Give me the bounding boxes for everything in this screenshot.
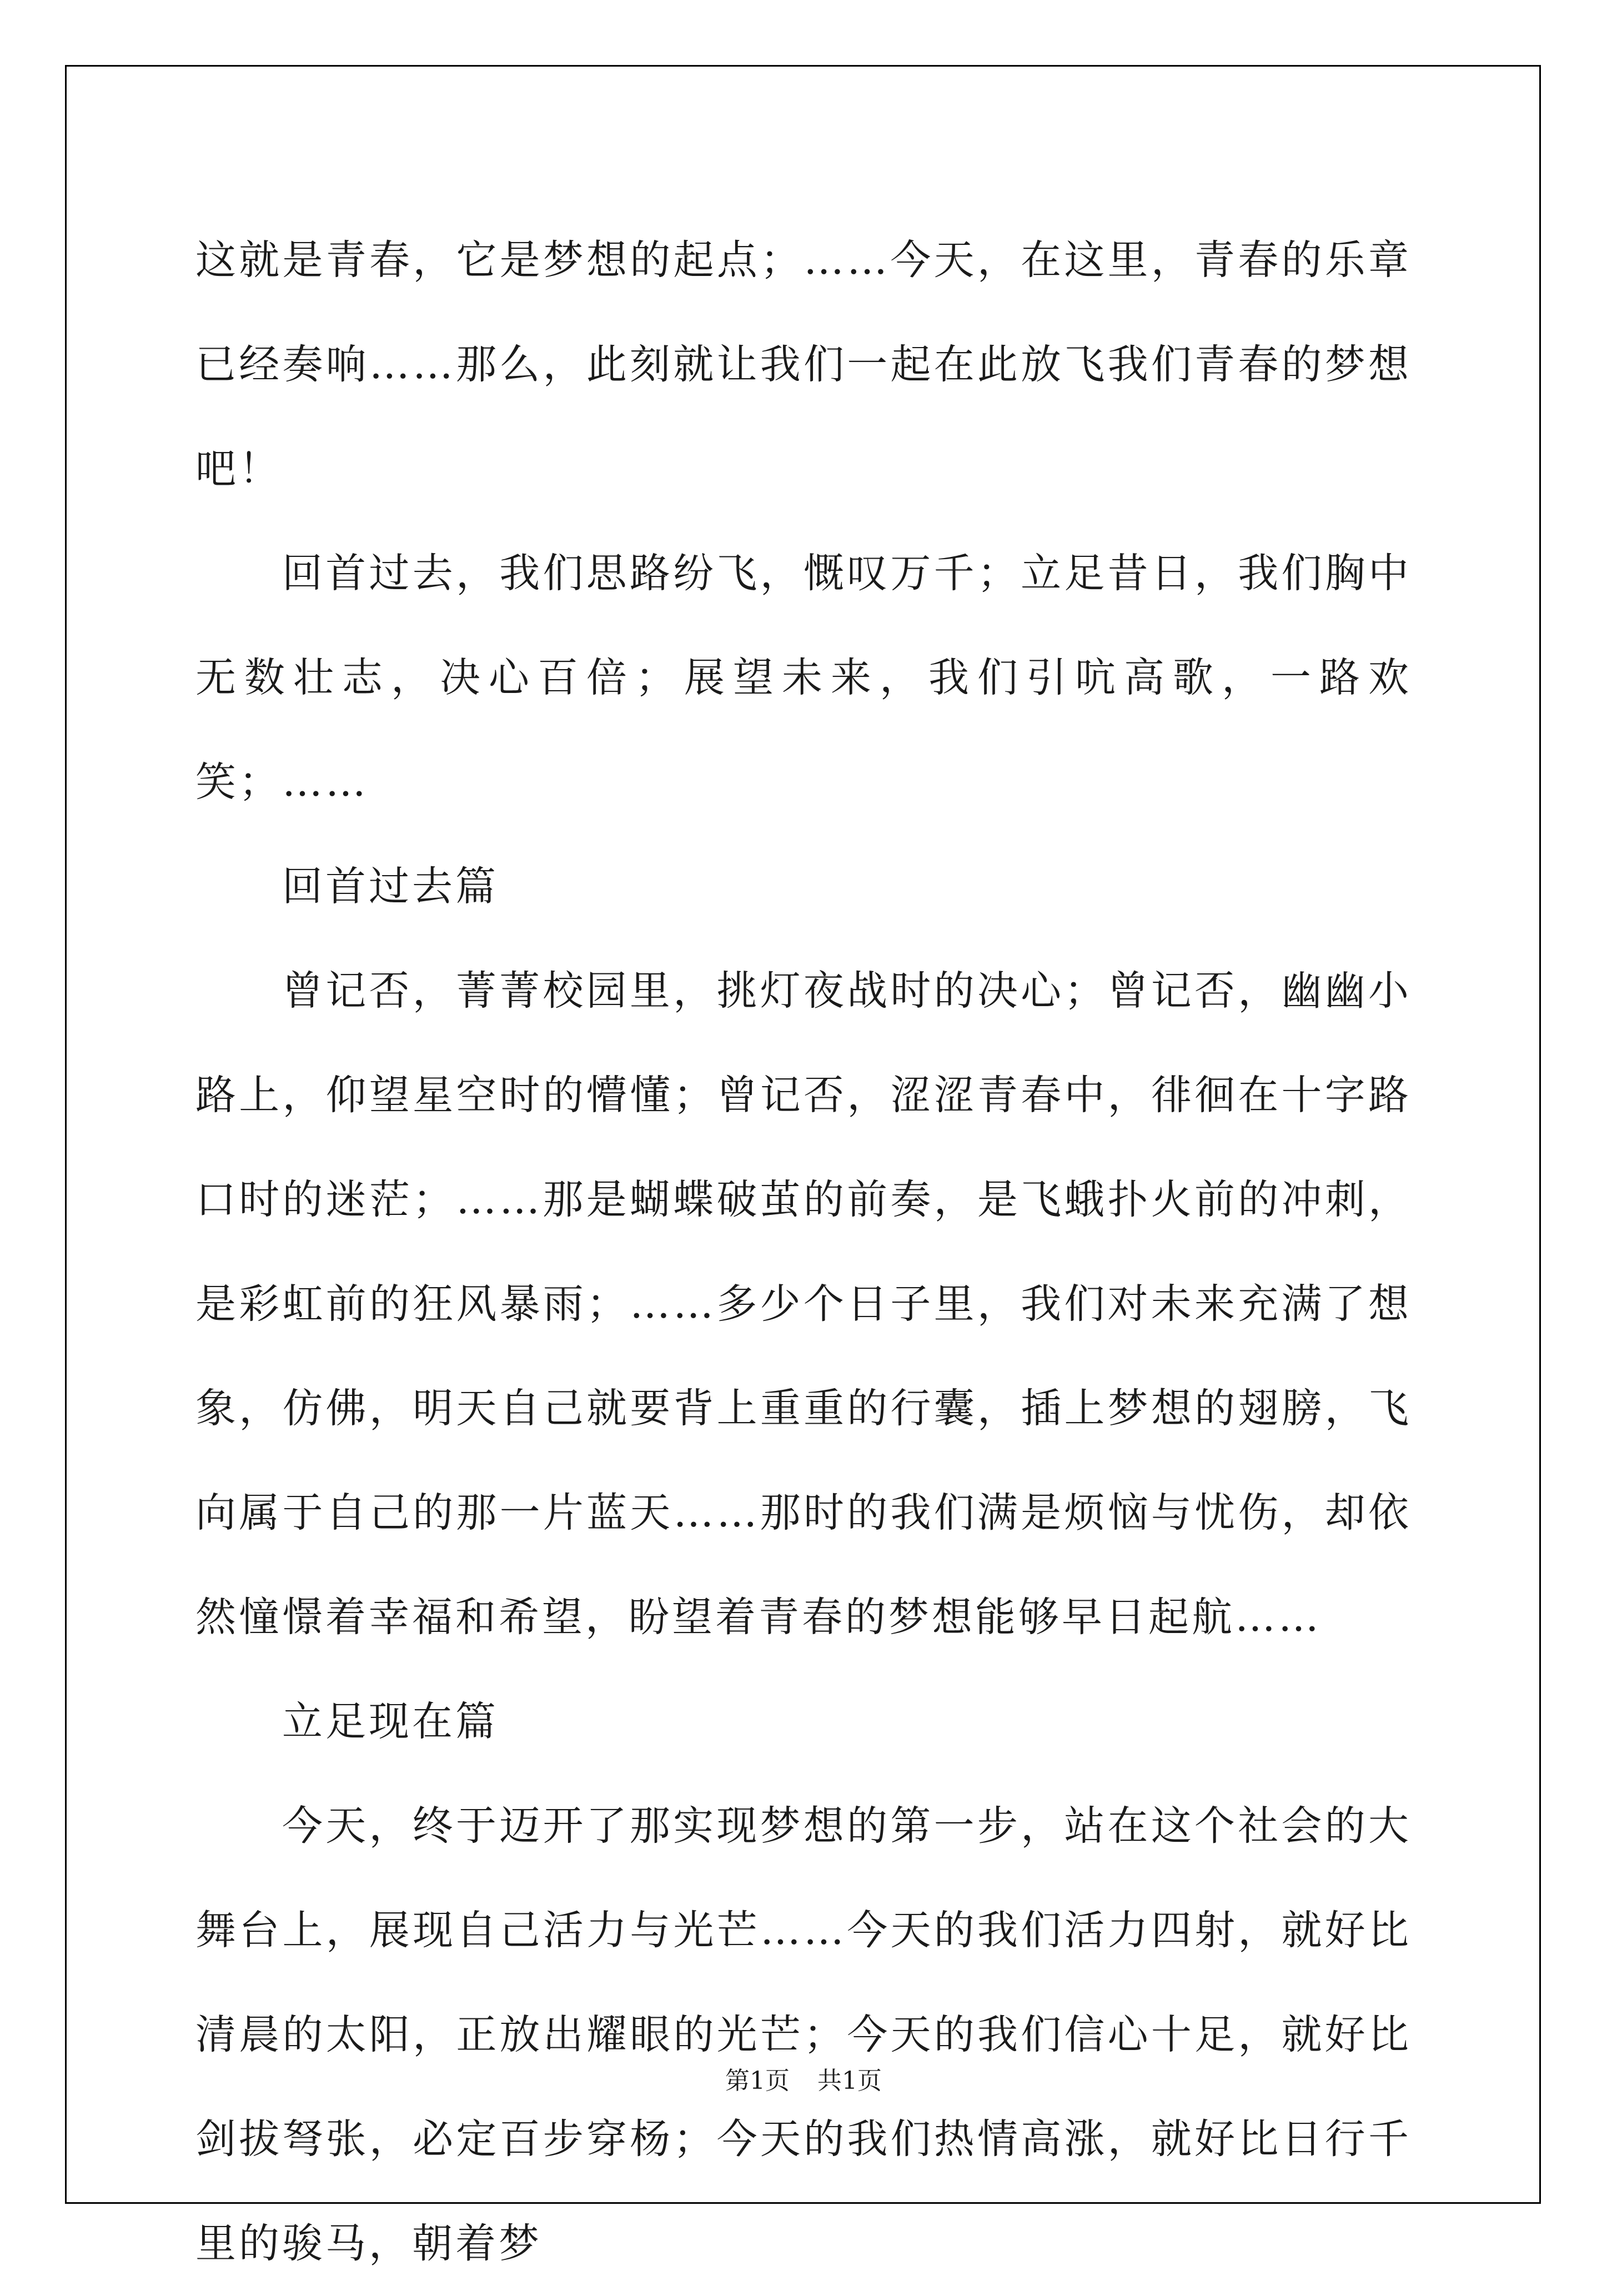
page-number: 第1页 xyxy=(725,2067,790,2095)
paragraph-past: 曾记否，菁菁校园里，挑灯夜战时的决心；曾记否，幽幽小路上，仰望星空时的懵懂；曾记否，涩涩青春中，徘徊在十字路口时的迷茫；……那是蝴蝶破茧的前奏，是飞蛾扑火前的冲刺，是彩虹前的狂风暴雨；……多少个日子里，我们对未来充满了想象，仿佛，明天自己就要背上重重的行囊，插上梦想的翅膀，飞向属于自己的那一片蓝天……那时的我们满是烦恼与忧伤，却依然憧憬着幸福和希望，盼望着青春的梦想能够早日起航…… xyxy=(195,967,1412,1641)
paragraph-intro: 这就是青春，它是梦想的起点；……今天，在这里，青春的乐章已经奏响……那么，此刻就让我们一起在此放飞我们青春的梦想吧！ xyxy=(195,237,1412,493)
paragraph-present: 今天，终于迈开了那实现梦想的第一步，站在这个社会的大舞台上，展现自己活力与光芒……今天的我们活力四射，就好比清晨的太阳，正放出耀眼的光芒；今天的我们信心十足，就好比剑拔弩张，必定百步穿杨；今天的我们热情高涨，就好比日行千里的骏马，朝着梦 xyxy=(195,1802,1412,2267)
page-footer xyxy=(0,2064,1607,2098)
section-heading-past: 回首过去篇 xyxy=(282,863,499,910)
section-heading-present: 立足现在篇 xyxy=(282,1698,499,1745)
page-total: 共1页 xyxy=(817,2067,882,2095)
paragraph-overview: 回首过去，我们思路纷飞，慨叹万千；立足昔日，我们胸中无数壮志，决心百倍；展望未来，我们引吭高歌，一路欢笑；…… xyxy=(195,550,1412,806)
document-body xyxy=(195,208,1412,2296)
